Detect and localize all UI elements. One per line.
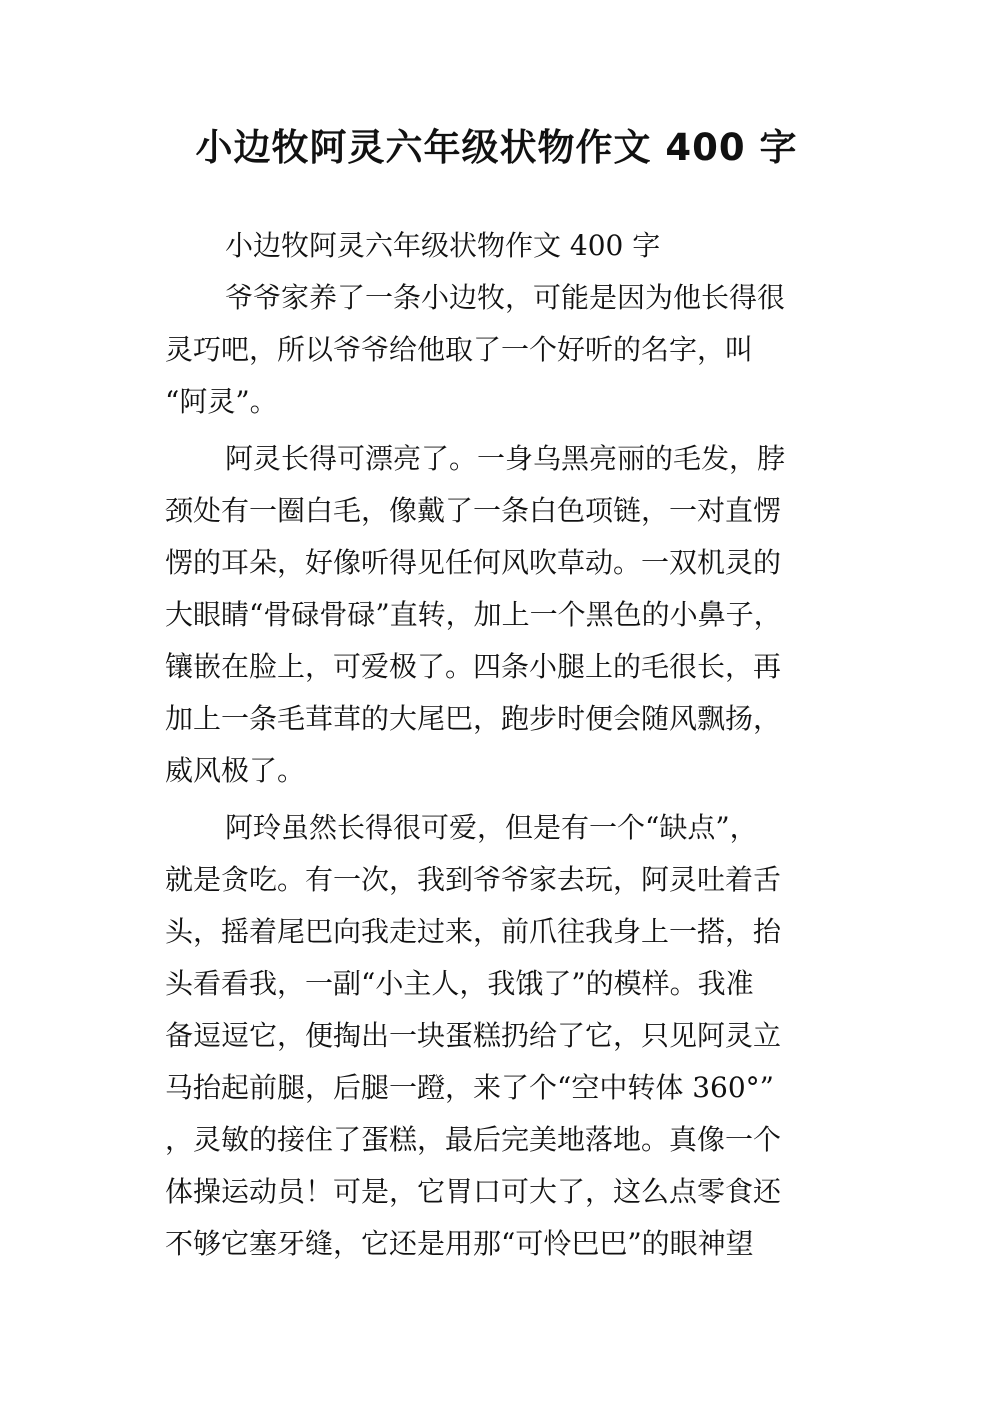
paragraph-2-line-5: 镶嵌在脸上，可爱极了。四条小腿上的毛很长，再 [165,650,782,683]
subtitle-line: 小边牧阿灵六年级状物作文 400 字 [225,229,661,262]
paragraph-1-line-3: “阿灵”。 [165,385,278,418]
paragraph-2-line-2: 颈处有一圈白毛，像戴了一条白色项链，一对直愣 [165,494,782,527]
paragraph-2-line-4: 大眼睛“骨碌骨碌”直转，加上一个黑色的小鼻子， [165,598,782,631]
paragraph-2-line-3: 愣的耳朵，好像听得见任何风吹草动。一双机灵的 [165,546,782,579]
paragraph-3-line-8: 体操运动员！可是，它胃口可大了，这么点零食还 [165,1175,782,1208]
paragraph-3-line-7: ，灵敏的接住了蛋糕，最后完美地落地。真像一个 [165,1123,782,1156]
paragraph-2-line-6: 加上一条毛茸茸的大尾巴，跑步时便会随风飘扬， [165,702,782,735]
paragraph-3-line-1: 阿玲虽然长得很可爱，但是有一个“缺点”， [225,811,758,844]
paragraph-3-line-4: 头看看我，一副“小主人，我饿了”的模样。我准 [165,967,754,1000]
paragraph-2-line-1: 阿灵长得可漂亮了。一身乌黑亮丽的毛发，脖 [225,442,786,475]
paragraph-3-line-5: 备逗逗它，便掏出一块蛋糕扔给了它，只见阿灵立 [165,1019,782,1052]
paragraph-3-line-6: 马抬起前腿，后腿一蹬，来了个“空中转体 360°” [165,1071,774,1104]
paragraph-3-line-9: 不够它塞牙缝，它还是用那“可怜巴巴”的眼神望 [165,1227,754,1260]
paragraph-2-line-7: 威风极了。 [165,754,306,787]
paragraph-3-line-3: 头，摇着尾巴向我走过来，前爪往我身上一搭，抬 [165,915,782,948]
paragraph-3-line-2: 就是贪吃。有一次，我到爷爷家去玩，阿灵吐着舌 [165,863,782,896]
paragraph-1-line-2: 灵巧吧，所以爷爷给他取了一个好听的名字，叫 [165,333,754,366]
document-body [165,220,835,1270]
paragraph-1-line-1: 爷爷家养了一条小边牧，可能是因为他长得很 [225,281,786,314]
document-title: 小边牧阿灵六年级状物作文 400 字 [195,126,798,169]
